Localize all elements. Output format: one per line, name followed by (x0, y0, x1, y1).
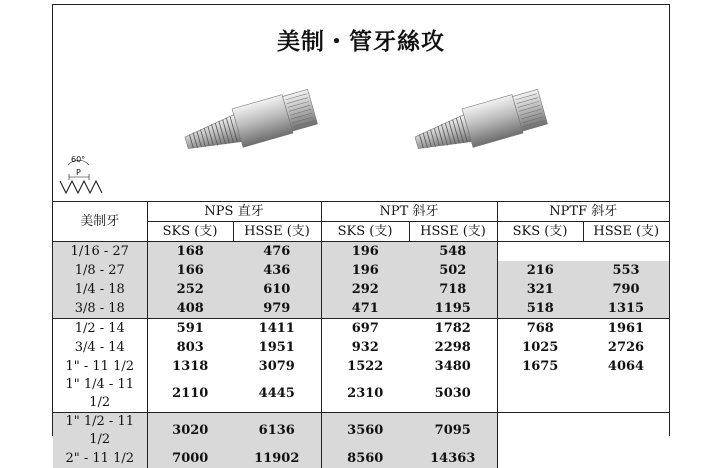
pipe-tap-image (178, 81, 318, 161)
quantity-cell: 7095 (409, 413, 497, 450)
page-title: 美制・管牙絲攻 (53, 23, 669, 56)
quantity-cell: 11902 (233, 449, 321, 468)
quantity-cell: 8560 (321, 449, 409, 468)
subheader-sks: SKS (支) (321, 222, 409, 242)
quantity-cell: 518 (497, 299, 583, 319)
table-row (53, 357, 669, 376)
thread-size-cell: 1/16 - 27 (53, 242, 147, 262)
quantity-cell (583, 413, 669, 450)
table-row (53, 261, 669, 280)
thread-size-cell: 2" - 11 1/2 (53, 449, 147, 468)
quantity-cell: 1315 (583, 299, 669, 319)
quantity-cell: 2298 (409, 338, 497, 357)
size-column-header: 美制牙 (53, 202, 147, 242)
quantity-cell: 196 (321, 242, 409, 262)
quantity-cell: 768 (497, 319, 583, 339)
thread-angle-label: 60° (71, 155, 85, 164)
quantity-cell: 553 (583, 261, 669, 280)
quantity-cell: 3560 (321, 413, 409, 450)
table-body (53, 242, 669, 468)
quantity-cell: 292 (321, 280, 409, 299)
catalog-panel (52, 4, 670, 436)
quantity-cell: 502 (409, 261, 497, 280)
quantity-cell: 2310 (321, 376, 409, 413)
quantity-cell: 3079 (233, 357, 321, 376)
table-row (53, 299, 669, 319)
thread-size-cell: 1" - 11 1/2 (53, 357, 147, 376)
quantity-cell: 803 (147, 338, 233, 357)
quantity-cell: 252 (147, 280, 233, 299)
table-row (53, 449, 669, 468)
quantity-cell: 610 (233, 280, 321, 299)
quantity-cell: 1951 (233, 338, 321, 357)
quantity-cell: 471 (321, 299, 409, 319)
subheader-sks: SKS (支) (147, 222, 233, 242)
group-header-npt: NPT 斜牙 (321, 202, 497, 222)
quantity-cell: 697 (321, 319, 409, 339)
table-row (53, 413, 669, 450)
quantity-cell: 196 (321, 261, 409, 280)
thread-size-cell: 1/4 - 18 (53, 280, 147, 299)
quantity-cell: 1318 (147, 357, 233, 376)
quantity-cell: 591 (147, 319, 233, 339)
thread-size-cell: 1" 1/4 - 11 1/2 (53, 376, 147, 413)
quantity-cell: 718 (409, 280, 497, 299)
thread-size-cell: 1/2 - 14 (53, 319, 147, 339)
quantity-cell (583, 376, 669, 413)
table-row (53, 242, 669, 262)
thread-profile-icon (59, 153, 105, 195)
quantity-cell: 3020 (147, 413, 233, 450)
quantity-cell (583, 242, 669, 262)
quantity-cell: 7000 (147, 449, 233, 468)
quantity-cell (497, 242, 583, 262)
quantity-cell: 14363 (409, 449, 497, 468)
quantity-cell: 6136 (233, 413, 321, 450)
table-row (53, 319, 669, 339)
quantity-cell: 2110 (147, 376, 233, 413)
thread-size-cell: 1" 1/2 - 11 1/2 (53, 413, 147, 450)
table-row (53, 338, 669, 357)
group-header-nptf: NPTF 斜牙 (497, 202, 669, 222)
quantity-cell: 2726 (583, 338, 669, 357)
quantity-cell: 3480 (409, 357, 497, 376)
quantity-cell: 1025 (497, 338, 583, 357)
group-header-nps: NPS 直牙 (147, 202, 321, 222)
quantity-cell: 1522 (321, 357, 409, 376)
table-row (53, 280, 669, 299)
quantity-cell: 5030 (409, 376, 497, 413)
thread-size-cell: 1/8 - 27 (53, 261, 147, 280)
subheader-hsse: HSSE (支) (583, 222, 669, 242)
quantity-cell: 1195 (409, 299, 497, 319)
quantity-cell: 408 (147, 299, 233, 319)
quantity-cell: 1675 (497, 357, 583, 376)
quantity-cell: 166 (147, 261, 233, 280)
tap-price-table (53, 201, 669, 468)
quantity-cell: 321 (497, 280, 583, 299)
subheader-hsse: HSSE (支) (409, 222, 497, 242)
quantity-cell: 4064 (583, 357, 669, 376)
table-row (53, 376, 669, 413)
subheader-sks: SKS (支) (497, 222, 583, 242)
quantity-cell (497, 449, 583, 468)
thread-pitch-label: P (76, 168, 81, 177)
quantity-cell (583, 449, 669, 468)
quantity-cell: 790 (583, 280, 669, 299)
quantity-cell: 979 (233, 299, 321, 319)
quantity-cell: 548 (409, 242, 497, 262)
thread-size-cell: 3/8 - 18 (53, 299, 147, 319)
quantity-cell: 4445 (233, 376, 321, 413)
thread-size-cell: 3/4 - 14 (53, 338, 147, 357)
quantity-cell: 1782 (409, 319, 497, 339)
quantity-cell: 932 (321, 338, 409, 357)
quantity-cell: 216 (497, 261, 583, 280)
subheader-hsse: HSSE (支) (233, 222, 321, 242)
quantity-cell: 168 (147, 242, 233, 262)
quantity-cell: 476 (233, 242, 321, 262)
pipe-tap-image (408, 81, 548, 161)
quantity-cell: 436 (233, 261, 321, 280)
quantity-cell (497, 413, 583, 450)
quantity-cell: 1961 (583, 319, 669, 339)
quantity-cell: 1411 (233, 319, 321, 339)
quantity-cell (497, 376, 583, 413)
